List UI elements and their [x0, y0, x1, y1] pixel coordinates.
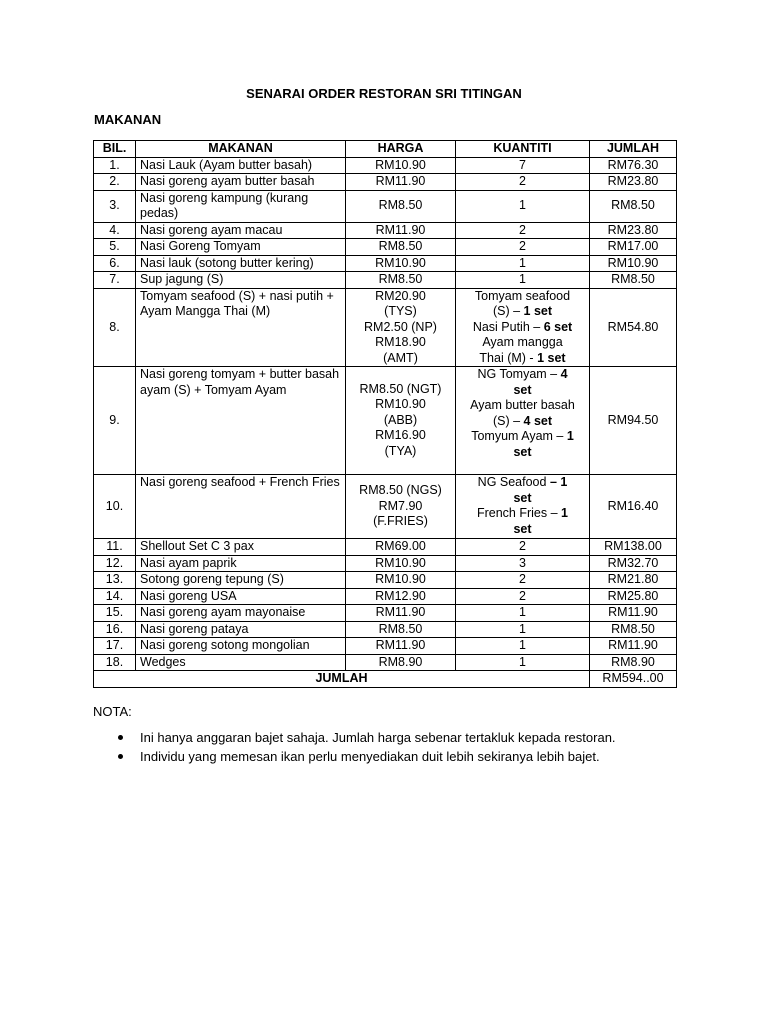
kuantiti-line: [460, 289, 585, 305]
kuantiti-line: [460, 304, 585, 320]
cell-makanan: Nasi goreng ayam macau: [136, 222, 346, 239]
cell-kuantiti: 2: [456, 572, 590, 589]
cell-jumlah: RM138.00: [590, 539, 677, 556]
cell-jumlah: RM11.90: [590, 605, 677, 622]
cell-harga: RM69.00: [346, 539, 456, 556]
notes-list: [114, 728, 616, 766]
cell-harga: [346, 367, 456, 475]
cell-jumlah: RM94.50: [590, 367, 677, 475]
harga-line: RM8.50 (NGS): [359, 483, 442, 498]
harga-line: RM16.90: [375, 428, 426, 443]
cell-kuantiti: 1: [456, 272, 590, 289]
table-row: [94, 367, 677, 475]
harga-line: (F.FRIES): [373, 514, 428, 529]
kuantiti-text: (S) –: [492, 304, 524, 318]
table-row: [94, 605, 677, 622]
kuantiti-line: [460, 445, 585, 461]
cell-jumlah: RM23.80: [590, 174, 677, 191]
kuantiti-line: [460, 475, 585, 491]
cell-jumlah: RM16.40: [590, 475, 677, 539]
cell-jumlah: RM8.90: [590, 654, 677, 671]
kuantiti-line: [460, 506, 585, 522]
cell-kuantiti: 7: [456, 157, 590, 174]
cell-makanan: Nasi goreng seafood + French Fries: [136, 475, 346, 539]
cell-bil: 16.: [94, 621, 136, 638]
harga-line: (TYS): [384, 304, 417, 318]
total-value: RM594..00: [590, 671, 677, 688]
harga-line: RM10.90: [375, 397, 426, 412]
header-harga: HARGA: [346, 141, 456, 158]
cell-bil: 17.: [94, 638, 136, 655]
cell-jumlah: RM23.80: [590, 222, 677, 239]
kuantiti-bold: 1: [566, 429, 574, 443]
cell-bil: 15.: [94, 605, 136, 622]
cell-kuantiti: 2: [456, 222, 590, 239]
header-jumlah: JUMLAH: [590, 141, 677, 158]
cell-makanan: Sotong goreng tepung (S): [136, 572, 346, 589]
cell-harga: RM11.90: [346, 605, 456, 622]
kuantiti-bold: 6 set: [543, 319, 573, 334]
bullet-icon: [118, 735, 123, 740]
harga-line: RM7.90: [378, 498, 423, 513]
cell-bil: 12.: [94, 555, 136, 572]
cell-kuantiti: 1: [456, 654, 590, 671]
cell-makanan: Wedges: [136, 654, 346, 671]
cell-harga: RM11.90: [346, 174, 456, 191]
kuantiti-bold: set: [513, 490, 532, 505]
harga-line: RM2.50 (NP): [364, 319, 437, 334]
cell-makanan: Nasi lauk (sotong butter kering): [136, 255, 346, 272]
cell-harga: [346, 475, 456, 539]
note-item: [114, 728, 616, 747]
table-row: [94, 555, 677, 572]
cell-jumlah: RM17.00: [590, 239, 677, 256]
cell-makanan: Nasi goreng pataya: [136, 621, 346, 638]
table-row: [94, 272, 677, 289]
kuantiti-text: Ayam butter basah: [470, 398, 575, 412]
table-row: [94, 572, 677, 589]
table-row: [94, 654, 677, 671]
cell-bil: 9.: [94, 367, 136, 475]
kuantiti-line: [460, 335, 585, 351]
cell-makanan: Nasi goreng ayam mayonaise: [136, 605, 346, 622]
cell-jumlah: RM10.90: [590, 255, 677, 272]
cell-makanan: Nasi ayam paprik: [136, 555, 346, 572]
cell-bil: 13.: [94, 572, 136, 589]
cell-kuantiti: 2: [456, 588, 590, 605]
cell-jumlah: RM8.50: [590, 621, 677, 638]
cell-kuantiti: 2: [456, 174, 590, 191]
cell-harga: RM8.50: [346, 621, 456, 638]
cell-makanan: Nasi goreng ayam butter basah: [136, 174, 346, 191]
total-row: [94, 671, 677, 688]
kuantiti-text: Nasi Putih –: [472, 319, 544, 334]
cell-harga: RM8.50: [346, 272, 456, 289]
table-row: [94, 239, 677, 256]
kuantiti-bold: – 1: [549, 475, 568, 489]
cell-bil: 14.: [94, 588, 136, 605]
kuantiti-line: [460, 367, 585, 383]
table-row: [94, 621, 677, 638]
table-row: [94, 190, 677, 222]
cell-bil: 7.: [94, 272, 136, 289]
cell-jumlah: RM76.30: [590, 157, 677, 174]
table-row: [94, 588, 677, 605]
kuantiti-text: Tomyam seafood: [474, 288, 571, 303]
cell-harga: [346, 288, 456, 367]
table-row: [94, 638, 677, 655]
cell-bil: 2.: [94, 174, 136, 191]
cell-bil: 6.: [94, 255, 136, 272]
cell-kuantiti: 1: [456, 638, 590, 655]
kuantiti-text: Thai (M) -: [479, 350, 538, 365]
cell-makanan: Nasi goreng kampung (kurang pedas): [136, 190, 346, 222]
cell-makanan: Nasi goreng sotong mongolian: [136, 638, 346, 655]
cell-kuantiti: 2: [456, 539, 590, 556]
kuantiti-text: Ayam mangga: [482, 335, 563, 349]
cell-harga: RM8.90: [346, 654, 456, 671]
section-heading: MAKANAN: [94, 112, 162, 127]
kuantiti-bold: 1 set: [537, 350, 566, 365]
cell-bil: 5.: [94, 239, 136, 256]
cell-harga: RM10.90: [346, 572, 456, 589]
harga-line: (TYA): [384, 443, 417, 458]
cell-bil: 10.: [94, 475, 136, 539]
cell-harga: RM8.50: [346, 239, 456, 256]
kuantiti-line: [460, 491, 585, 507]
kuantiti-text: Tomyum Ayam –: [471, 429, 567, 443]
kuantiti-line: [460, 320, 585, 336]
kuantiti-bold: set: [513, 521, 532, 536]
kuantiti-line: [460, 414, 585, 430]
cell-kuantiti: [456, 367, 590, 475]
kuantiti-bold: 1 set: [523, 304, 553, 318]
cell-bil: 11.: [94, 539, 136, 556]
cell-kuantiti: [456, 475, 590, 539]
total-label: JUMLAH: [94, 671, 590, 688]
cell-kuantiti: 1: [456, 190, 590, 222]
cell-harga: RM10.90: [346, 555, 456, 572]
cell-jumlah: RM25.80: [590, 588, 677, 605]
cell-kuantiti: 1: [456, 621, 590, 638]
cell-jumlah: RM8.50: [590, 272, 677, 289]
cell-harga: RM12.90: [346, 588, 456, 605]
kuantiti-line: [460, 351, 585, 367]
cell-jumlah: RM8.50: [590, 190, 677, 222]
cell-makanan: Tomyam seafood (S) + nasi putih + Ayam Mangga Thai (M): [136, 288, 346, 367]
kuantiti-bold: set: [513, 382, 532, 397]
notes-title: NOTA:: [93, 704, 132, 719]
table-row: [94, 475, 677, 539]
cell-makanan: Nasi goreng tomyam + butter basah ayam (S) + Tomyam Ayam: [136, 367, 346, 475]
note-text: Individu yang memesan ikan perlu menyediakan duit lebih sekiranya lebih bajet.: [140, 749, 600, 764]
cell-makanan: Nasi goreng USA: [136, 588, 346, 605]
cell-bil: 8.: [94, 288, 136, 367]
note-item: [114, 747, 616, 766]
cell-jumlah: RM21.80: [590, 572, 677, 589]
kuantiti-line: [460, 522, 585, 538]
table-row: [94, 255, 677, 272]
table-row: [94, 288, 677, 367]
harga-line: RM20.90: [375, 288, 426, 303]
table-row: [94, 174, 677, 191]
kuantiti-bold: 4: [560, 367, 568, 381]
kuantiti-bold: set: [513, 444, 532, 459]
harga-line: RM8.50 (NGT): [359, 381, 442, 396]
table-row: [94, 222, 677, 239]
kuantiti-text: French Fries –: [476, 506, 562, 520]
cell-kuantiti: [456, 288, 590, 367]
kuantiti-line: [460, 429, 585, 445]
cell-kuantiti: 1: [456, 605, 590, 622]
kuantiti-text: NG Tomyam –: [477, 367, 561, 381]
cell-bil: 3.: [94, 190, 136, 222]
header-bil: BIL.: [94, 141, 136, 158]
table-header-row: [94, 141, 677, 158]
kuantiti-bold: 1: [561, 506, 568, 520]
table-row: [94, 157, 677, 174]
header-makanan: MAKANAN: [136, 141, 346, 158]
cell-kuantiti: 1: [456, 255, 590, 272]
cell-harga: RM11.90: [346, 222, 456, 239]
harga-line: (AMT): [383, 350, 418, 365]
kuantiti-line: [460, 383, 585, 399]
kuantiti-bold: 4 set: [523, 413, 553, 428]
header-kuantiti: KUANTITI: [456, 141, 590, 158]
kuantiti-text: (S) –: [492, 413, 524, 428]
cell-kuantiti: 3: [456, 555, 590, 572]
document-title: SENARAI ORDER RESTORAN SRI TITINGAN: [246, 86, 522, 101]
kuantiti-text: NG Seafood: [477, 475, 550, 489]
cell-jumlah: RM32.70: [590, 555, 677, 572]
cell-bil: 18.: [94, 654, 136, 671]
cell-makanan: Nasi Lauk (Ayam butter basah): [136, 157, 346, 174]
harga-line: (ABB): [383, 412, 418, 427]
cell-makanan: Shellout Set C 3 pax: [136, 539, 346, 556]
cell-makanan: Sup jagung (S): [136, 272, 346, 289]
cell-harga: RM10.90: [346, 157, 456, 174]
harga-line: RM18.90: [375, 335, 426, 349]
cell-harga: RM10.90: [346, 255, 456, 272]
cell-jumlah: RM11.90: [590, 638, 677, 655]
cell-harga: RM8.50: [346, 190, 456, 222]
kuantiti-line: [460, 398, 585, 414]
cell-bil: 4.: [94, 222, 136, 239]
cell-jumlah: RM54.80: [590, 288, 677, 367]
cell-harga: RM11.90: [346, 638, 456, 655]
cell-kuantiti: 2: [456, 239, 590, 256]
order-table: [93, 140, 677, 688]
bullet-icon: [118, 754, 123, 759]
cell-bil: 1.: [94, 157, 136, 174]
table-row: [94, 539, 677, 556]
note-text: Ini hanya anggaran bajet sahaja. Jumlah harga sebenar tertakluk kepada restoran.: [140, 730, 616, 745]
cell-makanan: Nasi Goreng Tomyam: [136, 239, 346, 256]
table-body: [94, 157, 677, 671]
